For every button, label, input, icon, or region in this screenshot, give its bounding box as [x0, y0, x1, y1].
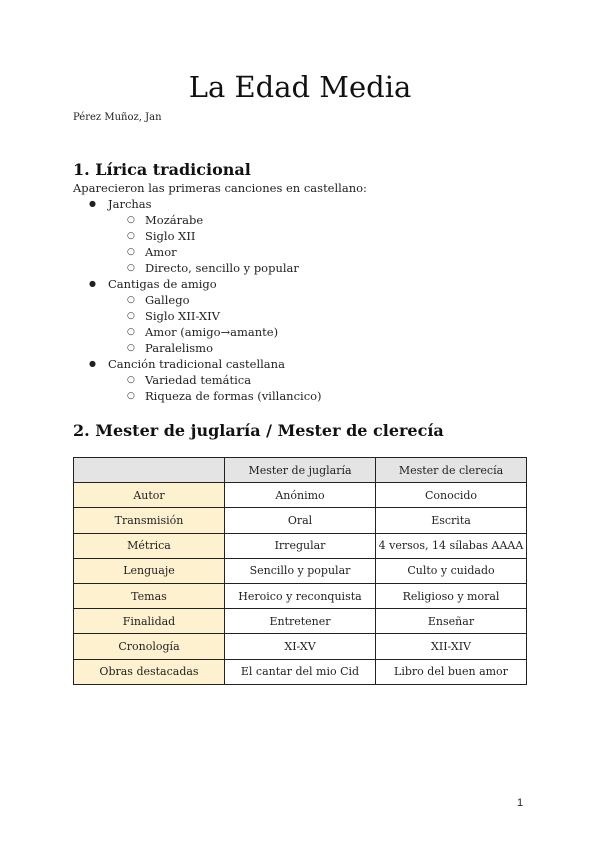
table-cell: Libro del buen amor: [376, 659, 527, 684]
table-cell: Culto y cuidado: [376, 558, 527, 583]
table-cell: Religioso y moral: [376, 583, 527, 608]
lyric-list: [73, 196, 322, 404]
table-row: [74, 483, 527, 508]
table-cell: Oral: [225, 508, 376, 533]
row-label: Cronología: [74, 634, 225, 659]
list-subitem: ○ Mozárabe: [73, 212, 322, 228]
list-subitem: ○ Gallego: [73, 292, 322, 308]
table-header-empty: [74, 458, 225, 483]
document-title: La Edad Media: [188, 70, 412, 104]
table-header-juglaria: Mester de juglaría: [225, 458, 376, 483]
table-cell: Entretener: [225, 609, 376, 634]
table-cell: El cantar del mio Cid: [225, 659, 376, 684]
list-subitem: ○ Amor: [73, 244, 322, 260]
table-row: [74, 508, 527, 533]
row-label: Finalidad: [74, 609, 225, 634]
list-subitem: ○ Directo, sencillo y popular: [73, 260, 322, 276]
section-1-heading: 1. Lírica tradicional: [73, 160, 251, 179]
table-cell: Heroico y reconquista: [225, 583, 376, 608]
list-item-cancion: ● Canción tradicional castellana: [73, 356, 322, 372]
list-item-cantigas: ● Cantigas de amigo: [73, 276, 322, 292]
list-item-jarchas: ● Jarchas: [73, 196, 322, 212]
table-cell: 4 versos, 14 sílabas AAAA: [376, 533, 527, 558]
row-label: Temas: [74, 583, 225, 608]
list-subitem: ○ Amor (amigo→amante): [73, 324, 322, 340]
table-row: [74, 659, 527, 684]
comparison-table: [73, 457, 527, 685]
table-cell: Anónimo: [225, 483, 376, 508]
row-label: Obras destacadas: [74, 659, 225, 684]
table-row: [74, 609, 527, 634]
table-cell: XI-XV: [225, 634, 376, 659]
table-cell: Sencillo y popular: [225, 558, 376, 583]
document-author: Pérez Muñoz, Jan: [73, 112, 162, 123]
table-row: [74, 634, 527, 659]
list-subitem: ○ Siglo XII-XIV: [73, 308, 322, 324]
list-subitem: ○ Variedad temática: [73, 372, 322, 388]
row-label: Métrica: [74, 533, 225, 558]
table-cell: Enseñar: [376, 609, 527, 634]
section-2-heading: 2. Mester de juglaría / Mester de clerecía: [73, 421, 444, 440]
section-1-intro: Aparecieron las primeras canciones en castellano:: [73, 181, 367, 195]
table-row: [74, 583, 527, 608]
table-cell: XII-XIV: [376, 634, 527, 659]
table-header-row: [74, 458, 527, 483]
table-cell: Escrita: [376, 508, 527, 533]
table-row: [74, 558, 527, 583]
table-cell: Irregular: [225, 533, 376, 558]
list-subitem: ○ Paralelismo: [73, 340, 322, 356]
list-subitem: ○ Riqueza de formas (villancico): [73, 388, 322, 404]
row-label: Transmisión: [74, 508, 225, 533]
row-label: Lenguaje: [74, 558, 225, 583]
row-label: Autor: [74, 483, 225, 508]
table-row: [74, 533, 527, 558]
page-number: 1: [517, 797, 524, 809]
list-subitem: ○ Siglo XII: [73, 228, 322, 244]
table-header-clerecia: Mester de clerecía: [376, 458, 527, 483]
table-cell: Conocido: [376, 483, 527, 508]
